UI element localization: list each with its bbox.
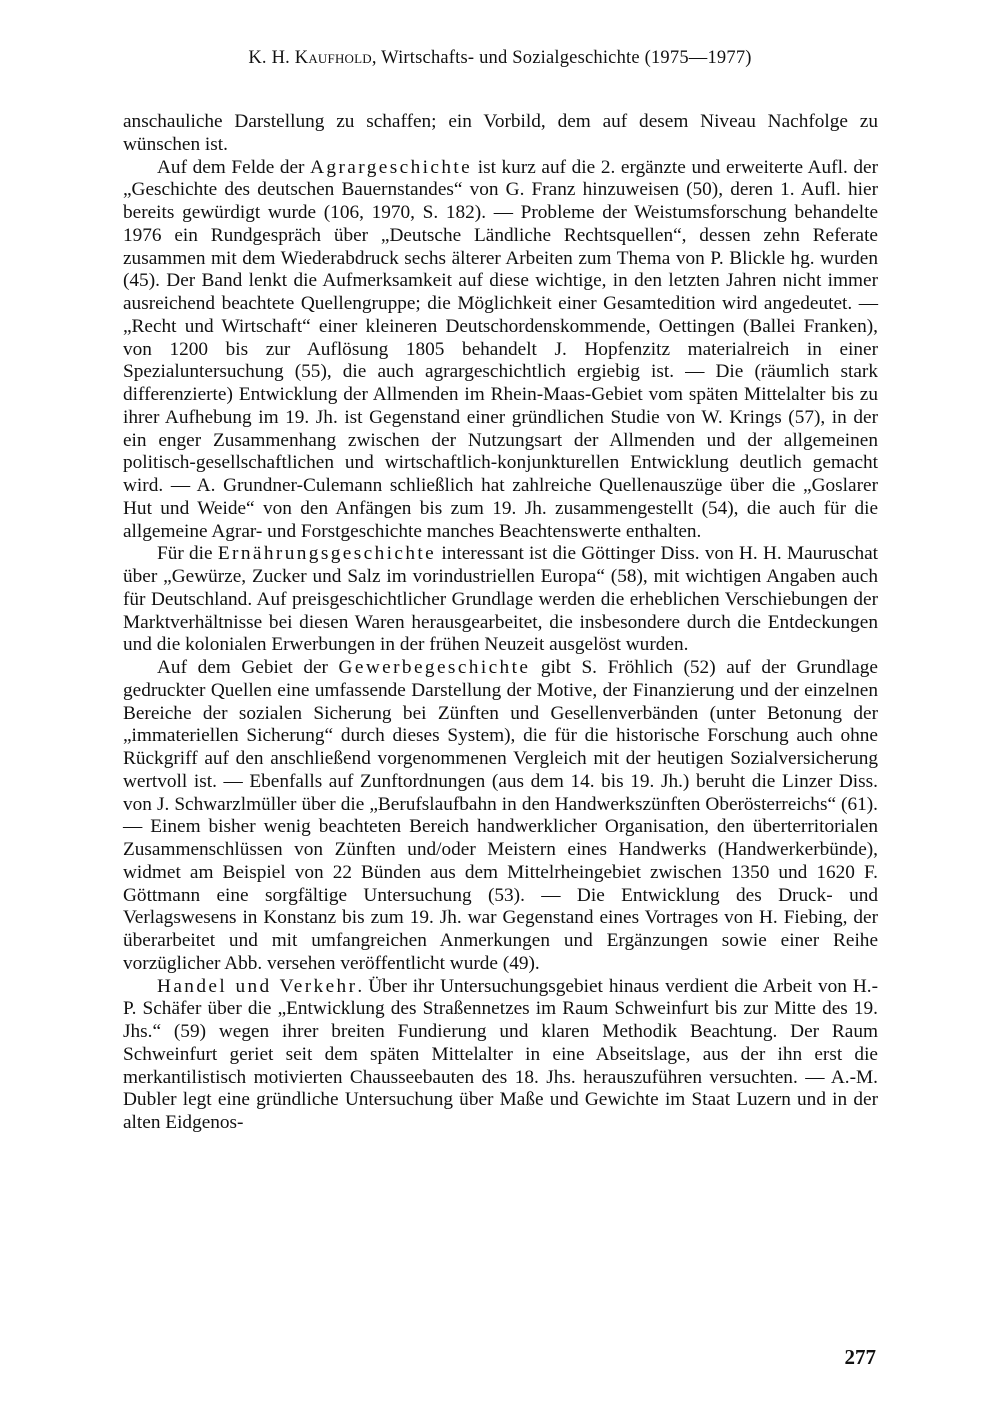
paragraph: [123, 157, 878, 544]
paragraph: [123, 976, 878, 1135]
header-author: K. H. Kaufhold: [248, 48, 372, 68]
paragraph-text: Für die: [157, 543, 218, 565]
paragraph-text: anschauliche Darstellung zu schaffen; ein Vorbild, dem auf desem Niveau Nachfolge zu wünschen ist.: [123, 111, 878, 155]
paragraph-text: Auf dem Gebiet der: [157, 657, 339, 678]
paragraph-text: interessant ist die Göttinger Diss. von H. H. Mauruschat über „Gewürze, Zucker und Salz im vorindustriellen Europa“ (58), mit wichtigen Angaben auch für Deutschland. Auf preisgeschichtlicher Grundlage werden die erheblichen Verschiebungen der Marktverhältnisse bei diesen Waren herausgearbeitet, die insbesondere durch die Entdeckungen und die kolonialen Erwerbungen in der frühen Neuzeit ausgelöst wurden.: [123, 543, 879, 656]
paragraph: [123, 111, 878, 157]
paragraph-text: Auf dem Felde der: [157, 156, 311, 178]
header-title: , Wirtschafts- und Sozialgeschichte (1975—1977): [371, 48, 752, 68]
paragraph-text: . Über ihr Untersuchungsgebiet hinaus verdient die Arbeit von H.-P. Schäfer über die „Entwicklung des Straßennetzes im Raum Schweinfurt bis zur Mitte des 19. Jhs.“ (59) wegen ihrer breiten Fundierung und klaren Methodik Beachtung. Der Raum Schweinfurt geriet seit dem späten Mittelalter in eine Abseitslage, aus der ihn erst die merkantilistisch motivierten Chausseebauten des 18. Jhs. herauszuführen versuchten. — A.-M. Dubler legt eine gründliche Untersuchung über Maße und Gewichte im Staat Luzern und in der alten Eidgenos-: [123, 975, 878, 1133]
running-header: [0, 48, 1000, 69]
body-text: [123, 111, 878, 1135]
section-keyword: Ernährungsgeschichte: [217, 543, 437, 565]
paragraph: [123, 657, 878, 976]
paragraph-text: gibt S. Fröhlich (52) auf der Grundlage gedruckter Quellen eine umfassende Darstellung der Motive, der Finanzierung und der einzelnen Bereiche der sozialen Sicherung bei Zünften und Gesellenverbänden (unter Betonung der „immateriellen Sicherung“ durch dieses System), die für die historische Forschung auch ohne Rückgriff auf den anschließend vorgenommenen Vergleich mit der heutigen Sozialversicherung wertvoll ist. — Ebenfalls auf Zunftordnungen (aus dem 14. bis 19. Jh.) beruht die Linzer Diss. von J. Schwarzlmüller über die „Berufslaufbahn in den Handwerkszünften Oberösterreichs“ (61). — Einem bisher wenig beachteten Bereich handwerklicher Organisation, den überterritorialen Zusammenschlüssen von Zünften und/oder Meistern eines Handwerks (Handwerkerbünde), widmet am Beispiel von 22 Bünden aus dem Mittelrheingebiet zwischen 1350 und 1620 F. Göttmann eine sorgfältige Untersuchung (53). — Die Entwicklung des Druck- und Verlagswesens in Konstanz bis zum 19. Jh. war Gegenstand eines Vortrages von H. Fiebing, der überarbeitet und mit umfangreichen Anmerkungen und Ergänzungen sowie einer Reihe vorzüglicher Abb. versehen veröffentlicht wurde (49).: [123, 657, 878, 974]
section-keyword: Handel und Verkehr: [157, 975, 358, 997]
page-number: 277: [844, 1345, 876, 1369]
paragraph-text: ist kurz auf die 2. ergänzte und erweiterte Aufl. der „Geschichte des deutschen Bauernstandes“ von G. Franz hinzuweisen (50), deren 1. Aufl. hier bereits gewürdigt wurde (106, 1970, S. 182). — Probleme der Weistumsforschung behandelte 1976 ein Rundgespräch über „Deutsche Ländliche Rechtsquellen“, dessen zehn Referate zusammen mit dem Wiederabdruck sechs älterer Arbeiten zum Thema von P. Blickle hg. wurden (45). Der Band lenkt die Aufmerksamkeit auf diese wichtige, in den letzten Jahren nicht immer ausreichend beachtete Quellengruppe; die Möglichkeit einer Gesamtedition wird angedeutet. — „Recht und Wirtschaft“ einer kleineren Deutschordenskommende, Oettingen (Ballei Franken), von 1200 bis zur Auflösung 1805 behandelt J. Hopfenzitz materialreich in einer Spezialuntersuchung (55), die auch agrargeschichtlich ergiebig ist. — Die (räumlich stark differenzierte) Entwicklung der Allmenden im Rhein-Maas-Gebiet vom späten Mittelalter bis zu ihrer Aufhebung im 19. Jh. ist Gegenstand einer gründlichen Studie von W. Krings (57), in der ein enger Zusammenhang zwischen der Nutzungsart der Allmenden und der allgemeinen politisch-gesellschaftlichen und wirtschaftlich-konjunkturellen Entwicklung deutlich gemacht wird. — A. Grundner-Culemann schließlich hat zahlreiche Quellenauszüge über die „Goslarer Hut und Weide“ von den Anfängen bis zum 19. Jh. zusammengestellt (54), die auch für die allgemeine Agrar- und Forstgeschichte manches Beachtenswerte enthalten.: [123, 156, 878, 542]
section-keyword: Agrargeschichte: [310, 156, 473, 178]
section-keyword: Gewerbegeschichte: [338, 657, 531, 678]
paragraph: [123, 543, 878, 657]
